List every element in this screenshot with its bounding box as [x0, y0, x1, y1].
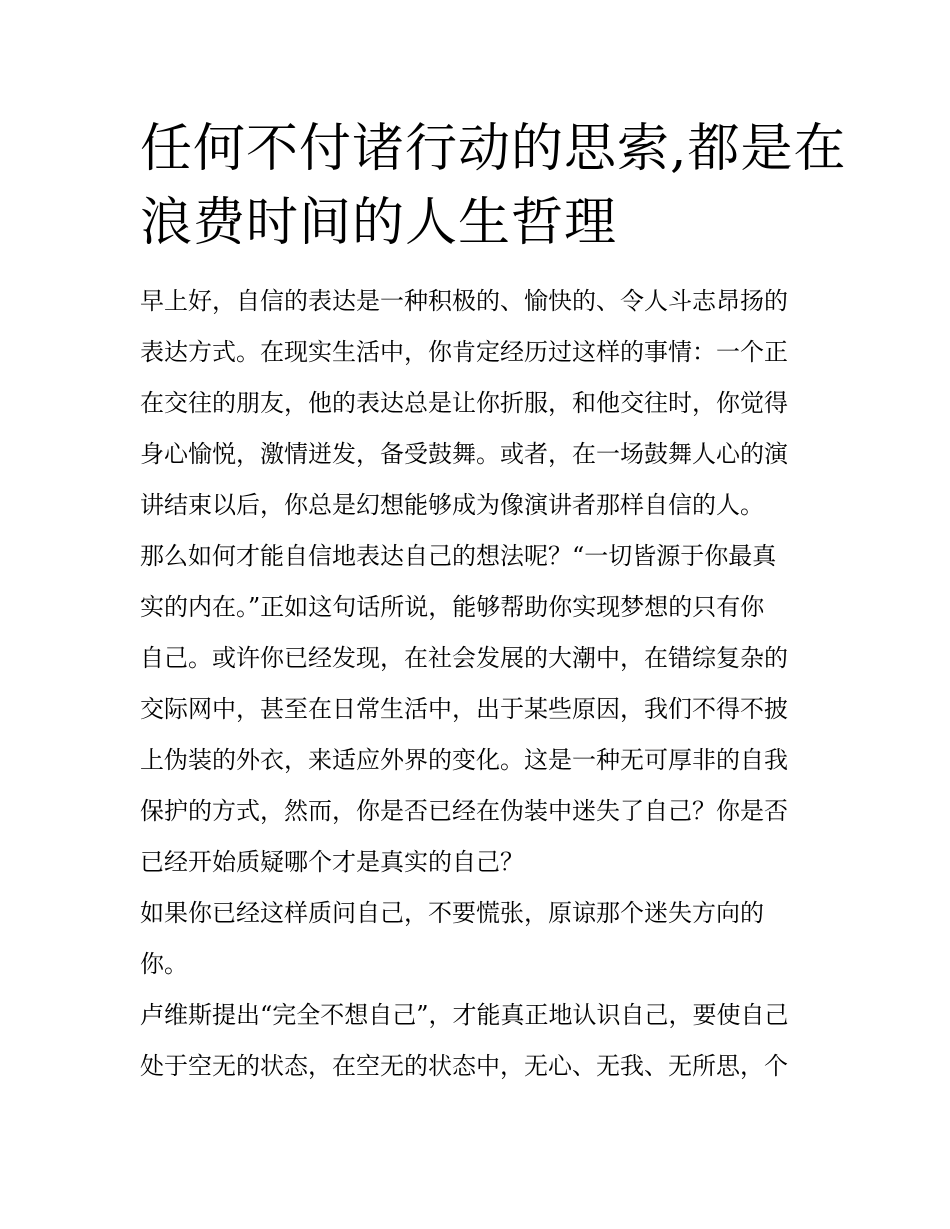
body-line: 你。: [140, 950, 188, 978]
body-line: 早上好，自信的表达是一种积极的、愉快的、令人斗志昂扬的: [140, 287, 788, 315]
document-title: [140, 112, 847, 260]
body-line: 卢维斯提出“完全不想自己”，才能真正地认识自己，要使自己: [140, 1001, 789, 1029]
body-line: 实的内在。”正如这句话所说，能够帮助你实现梦想的只有你: [140, 593, 765, 621]
body-line: 表达方式。在现实生活中，你肯定经历过这样的事情：一个正: [140, 338, 788, 366]
document-body: [140, 276, 820, 1092]
body-line: 在交往的朋友，他的表达总是让你折服，和他交往时，你觉得: [140, 389, 788, 417]
body-line: 已经开始质疑哪个才是真实的自己？: [140, 848, 524, 876]
body-line: 自己。或许你已经发现，在社会发展的大潮中，在错综复杂的: [140, 644, 788, 672]
body-line: 交际网中，甚至在日常生活中，出于某些原因，我们不得不披: [140, 695, 788, 723]
title-line: 任何不付诸行动的思索,都是在: [140, 119, 847, 179]
body-line: 如果你已经这样质问自己，不要慌张，原谅那个迷失方向的: [140, 899, 764, 927]
body-line: 讲结束以后，你总是幻想能够成为像演讲者那样自信的人。: [140, 491, 764, 519]
body-line: 上伪装的外衣，来适应外界的变化。这是一种无可厚非的自我: [140, 746, 788, 774]
body-line: 身心愉悦，激情迸发，备受鼓舞。或者，在一场鼓舞人心的演: [140, 440, 788, 468]
body-line: 那么如何才能自信地表达自己的想法呢？“一切皆源于你最真: [140, 542, 777, 570]
body-line: 保护的方式，然而，你是否已经在伪装中迷失了自己？你是否: [140, 797, 788, 825]
body-line: 处于空无的状态，在空无的状态中，无心、无我、无所思，个: [140, 1052, 788, 1080]
title-line: 浪费时间的人生哲理: [140, 193, 618, 253]
